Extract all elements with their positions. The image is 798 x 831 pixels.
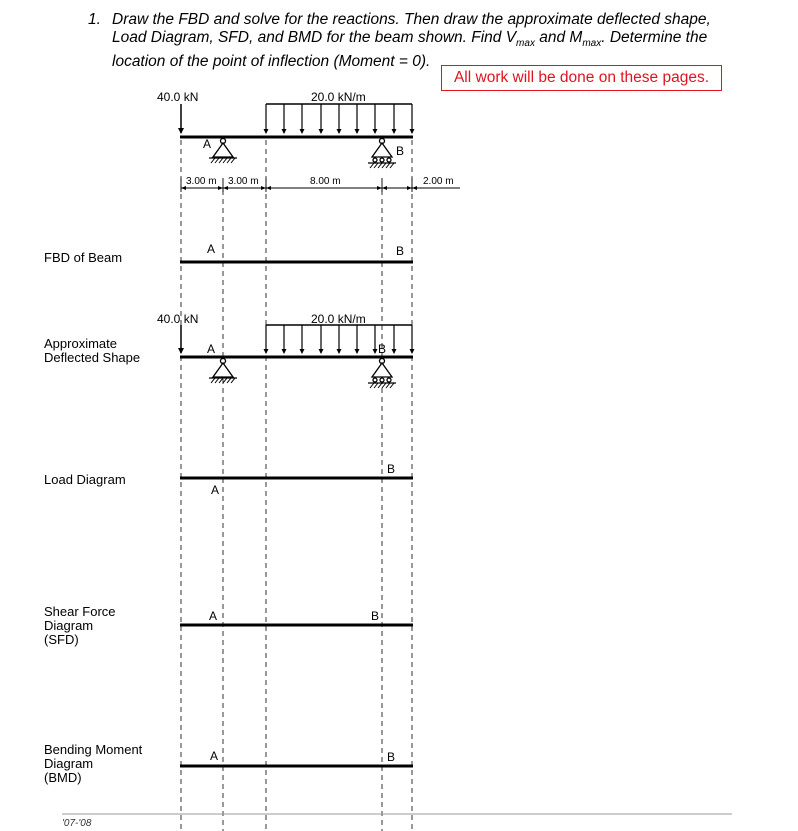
dim-label-4: 2.00 m (423, 176, 454, 187)
deflected-beam (180, 325, 413, 388)
deflected-section-label: Approximate Deflected Shape (44, 336, 141, 365)
fbd-b-label: B (396, 244, 405, 258)
dim-label-3: 8.00 m (310, 176, 341, 187)
dim-label-2: 3.00 m (228, 176, 259, 187)
bmd-a-label: A (210, 749, 219, 763)
dim-label-1: 3.00 m (186, 176, 217, 187)
bmd-b-label: B (387, 750, 396, 764)
deflected-distributed-load-label: 20.0 kN/m (311, 312, 366, 326)
sfd-a-label: A (209, 609, 218, 623)
fbd-section-label: FBD of Beam (44, 250, 123, 265)
support-b-label: B (396, 144, 405, 158)
point-load-label: 40.0 kN (157, 90, 199, 104)
footer-year: '07-'08 (62, 818, 92, 829)
load-b-label: B (387, 462, 396, 476)
sfd-b-label: B (371, 609, 380, 623)
problem-text: Draw the FBD and solve for the reactions. Then draw the approximate deflected shape, Load Diagram, SFD, and BMD for the beam shown. Find $V_{max}$ and $M_{max}$. Determine the location of the point of inflection (Moment = 0). (112, 11, 711, 71)
deflected-a-label: A (207, 342, 216, 356)
load-a-label: A (211, 483, 220, 497)
problem-number: 1. (88, 11, 101, 28)
distributed-load-label: 20.0 kN/m (311, 90, 366, 104)
problem-beam (180, 104, 413, 168)
work-pages-note: All work will be done on these pages. (441, 65, 722, 91)
fbd-a-label: A (207, 242, 216, 256)
deflected-b-label: B (378, 342, 387, 356)
sfd-section-label: Shear Force Diagram (SFD) (44, 604, 116, 647)
deflected-point-load-label: 40.0 kN (157, 312, 199, 326)
load-section-label: Load Diagram (44, 472, 126, 487)
bmd-section-label: Bending Moment Diagram (BMD) (44, 742, 143, 785)
support-a-label: A (203, 137, 212, 151)
